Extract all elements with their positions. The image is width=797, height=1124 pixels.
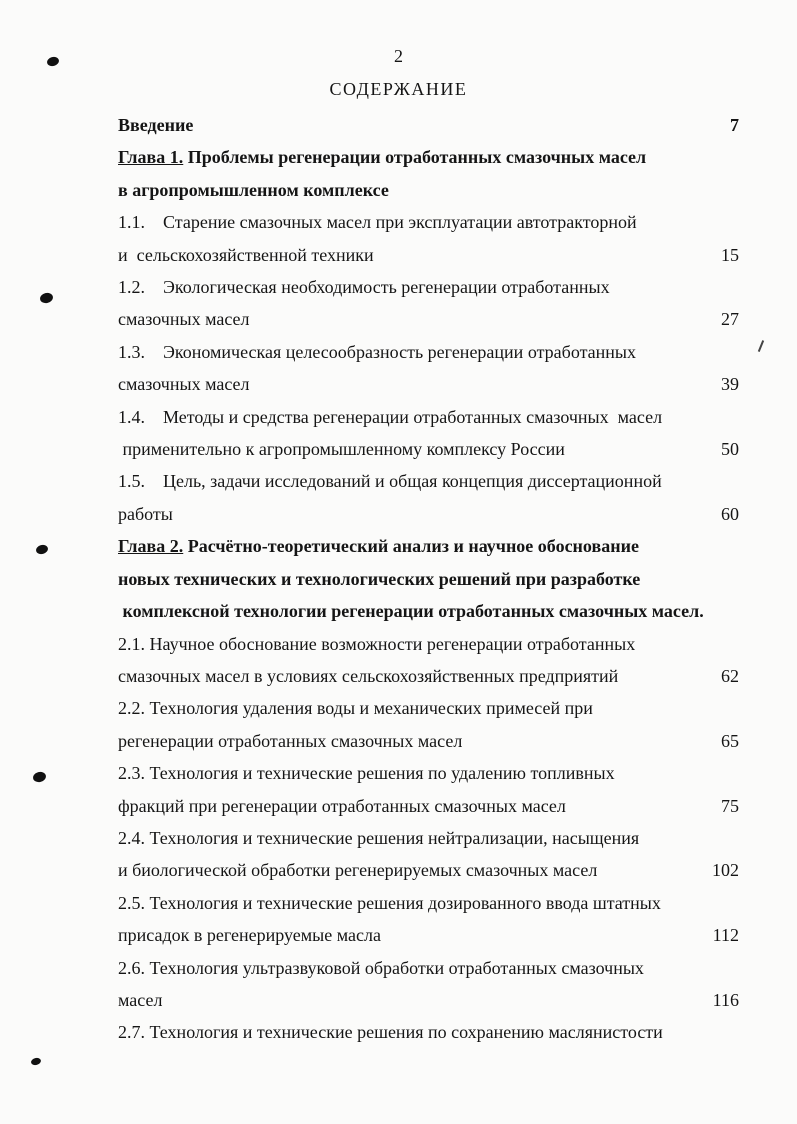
toc-entry-text: фракций при регенерации отработанных смазочных масел	[118, 795, 566, 816]
toc-entry	[118, 109, 739, 141]
toc-entry-text: применительно к агропромышленному комплексу России	[118, 439, 565, 460]
toc-line	[118, 303, 739, 335]
toc-page-number: 75	[721, 795, 739, 816]
toc-entry	[118, 271, 739, 336]
toc-entry	[118, 887, 739, 952]
toc-page-number: 27	[721, 309, 739, 330]
toc-line	[118, 952, 739, 984]
toc-page-number: 15	[721, 244, 739, 265]
toc-line	[118, 1016, 739, 1048]
toc-line	[118, 368, 739, 400]
toc-line	[118, 271, 739, 303]
toc-entry-text: и сельскохозяйственной техники	[118, 244, 374, 265]
toc-line	[118, 887, 739, 919]
scan-artifact-dot	[32, 771, 47, 784]
toc-entry	[118, 1016, 739, 1048]
toc-page-number: 116	[712, 989, 739, 1010]
toc-entry-text: смазочных масел в условиях сельскохозяйственных предприятий	[118, 665, 619, 686]
toc-line	[118, 433, 739, 465]
toc-entry	[118, 530, 739, 627]
toc-entry-text: 1.4. Методы и средства регенерации отработанных смазочных масел	[118, 406, 663, 427]
toc-entry-text: 2.7. Технология и технические решения по сохранению маслянистости	[118, 1022, 663, 1043]
toc-entry	[118, 952, 739, 1017]
toc-entry-text: новых технических и технологических решений при разработке	[118, 568, 641, 589]
scan-artifact-slash	[758, 340, 764, 352]
toc-entry-text: 2.5. Технология и технические решения дозированного ввода штатных	[118, 892, 661, 913]
toc-entry-text: масел	[118, 989, 163, 1010]
toc-entry	[118, 692, 739, 757]
toc-entry	[118, 141, 739, 206]
toc-entry-text: смазочных масел	[118, 309, 250, 330]
toc-entry-text: в агропромышленном комплексе	[118, 179, 389, 200]
toc-page-number: 102	[712, 860, 739, 881]
toc-entry-text: Глава 2. Расчётно-теоретический анализ и научное обоснование	[118, 536, 639, 557]
toc-line	[118, 725, 739, 757]
page-title: СОДЕРЖАНИЕ	[329, 79, 468, 99]
toc-entry	[118, 206, 739, 271]
toc-line	[118, 239, 739, 271]
toc-entry-text: Введение	[118, 115, 194, 135]
toc-entry-text: 1.3. Экономическая целесообразность регенерации отработанных	[118, 341, 637, 362]
toc-entry-text: работы	[118, 503, 173, 524]
toc-entry-text: 2.6. Технология ультразвуковой обработки отработанных смазочных	[118, 957, 644, 978]
toc-line	[118, 628, 739, 660]
toc-line	[118, 141, 739, 173]
toc-entry-lead: Глава 1.	[118, 147, 184, 168]
scan-artifact-dot	[39, 292, 54, 305]
toc-line	[118, 206, 739, 238]
toc-entry-lead: Глава 2.	[118, 536, 184, 557]
toc-line	[118, 563, 739, 595]
toc-line	[118, 692, 739, 724]
toc-entry	[118, 628, 739, 693]
toc-entry	[118, 822, 739, 887]
toc-entry-text: регенерации отработанных смазочных масел	[118, 730, 463, 751]
page-number: 2	[394, 46, 403, 66]
toc-line	[118, 854, 739, 886]
toc-page-number: 7	[730, 115, 739, 135]
toc-page-number: 65	[721, 730, 739, 751]
scan-artifact-dot	[35, 544, 49, 556]
toc-entry-text: 1.1. Старение смазочных масел при эксплуатации автотракторной	[118, 212, 637, 233]
toc-entry-text: присадок в регенерируемые масла	[118, 925, 381, 946]
table-of-contents	[118, 109, 739, 1049]
toc-page-number: 60	[721, 503, 739, 524]
toc-line	[118, 984, 739, 1016]
toc-line	[118, 174, 739, 206]
toc-entry-text: комплексной технологии регенерации отработанных смазочных масел.	[118, 601, 704, 622]
toc-line	[118, 919, 739, 951]
toc-entry	[118, 757, 739, 822]
toc-entry	[118, 336, 739, 401]
toc-line	[118, 790, 739, 822]
toc-line	[118, 401, 739, 433]
toc-page-number: 39	[721, 374, 739, 395]
toc-entry-text: 1.5. Цель, задачи исследований и общая концепция диссертационной	[118, 471, 662, 492]
toc-entry	[118, 401, 739, 466]
toc-line	[118, 109, 739, 141]
toc-line	[118, 660, 739, 692]
toc-page-number: 62	[721, 665, 739, 686]
toc-line	[118, 465, 739, 497]
toc-line	[118, 530, 739, 562]
toc-entry-text: 2.1. Научное обоснование возможности регенерации отработанных	[118, 633, 636, 654]
toc-page-number: 50	[721, 439, 739, 460]
toc-entry-text: смазочных масел	[118, 374, 250, 395]
toc-entry-text: и биологической обработки регенерируемых смазочных масел	[118, 860, 598, 881]
toc-entry	[118, 465, 739, 530]
toc-line	[118, 757, 739, 789]
scan-artifact-dot	[30, 1057, 41, 1066]
toc-line	[118, 336, 739, 368]
toc-entries	[118, 109, 739, 1049]
toc-entry-text: Глава 1. Проблемы регенерации отработанных смазочных масел	[118, 147, 647, 168]
toc-line	[118, 498, 739, 530]
toc-page-number: 112	[712, 925, 739, 946]
toc-entry-text: 1.2. Экологическая необходимость регенерации отработанных	[118, 277, 610, 298]
toc-entry-text: 2.2. Технология удаления воды и механических примесей при	[118, 698, 593, 719]
toc-line	[118, 595, 739, 627]
toc-entry-text: 2.4. Технология и технические решения нейтрализации, насыщения	[118, 827, 640, 848]
toc-line	[118, 822, 739, 854]
toc-entry-text: 2.3. Технология и технические решения по удалению топливных	[118, 763, 615, 784]
